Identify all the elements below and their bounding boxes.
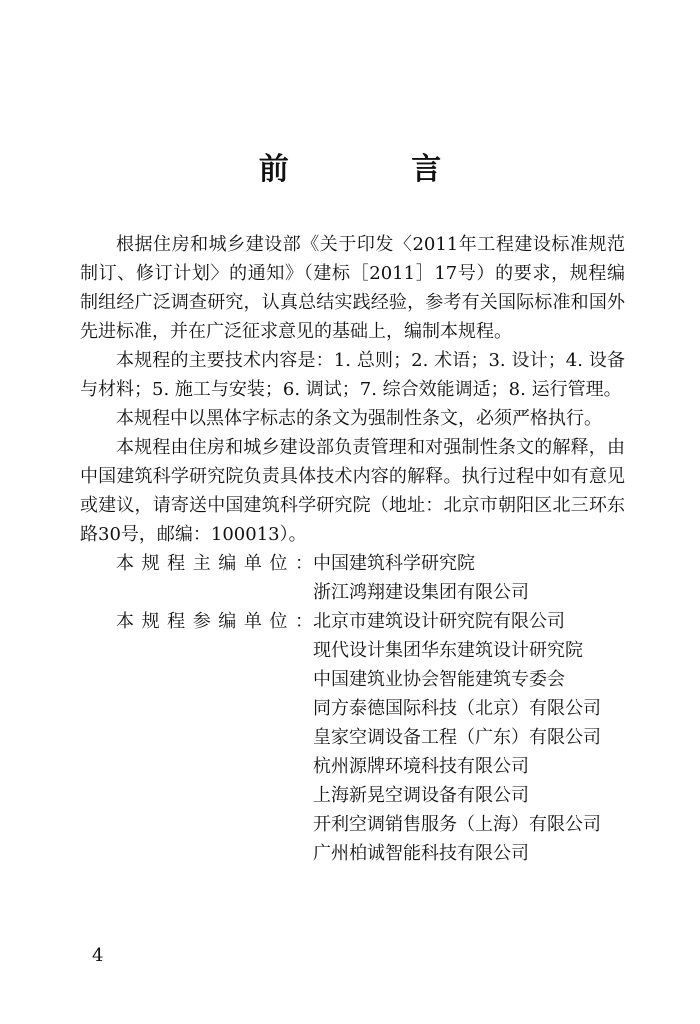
participating-unit: 北京市建筑设计研究院有限公司 xyxy=(313,611,565,632)
participating-unit: 现代设计集团华东建筑设计研究院 xyxy=(313,640,583,661)
participating-unit: 上海新晃空调设备有限公司 xyxy=(313,785,529,806)
participating-unit: 广州柏诚智能科技有限公司 xyxy=(313,843,529,864)
participating-units xyxy=(80,607,625,868)
chief-editor-unit: 中国建筑科学研究院 xyxy=(313,553,475,574)
page-number: 4 xyxy=(92,945,104,966)
chief-editor-label: 本规程主编单位： xyxy=(116,553,313,574)
participating-units-label: 本规程参编单位： xyxy=(116,611,313,632)
preface-paragraph: 根据住房和城乡建设部《关于印发〈2011年工程建设标准规范制订、修订计划〉的通知》（建标［2011］17号）的要求，规程编制组经广泛调查研究，认真总结实践经验，参考有关国际标准和国外先进标准，并在广泛征求意见的基础上，编制本规程。 xyxy=(80,234,625,342)
participating-units-list xyxy=(313,607,625,868)
preface-paragraph: 本规程由住房和城乡建设部负责管理和对强制性条文的解释，由中国建筑科学研究院负责具体技术内容的解释。执行过程中如有意见或建议，请寄送中国建筑科学研究院（地址：北京市朝阳区北三环东路30号，邮编：100013）。 xyxy=(80,437,625,545)
preface-paragraph: 本规程中以黑体字标志的条文为强制性条文，必须严格执行。 xyxy=(116,408,602,429)
preface-body xyxy=(80,230,625,868)
chief-editor-units xyxy=(80,549,625,607)
participating-unit: 中国建筑业协会智能建筑专委会 xyxy=(313,669,565,690)
chief-editor-list xyxy=(313,549,625,607)
participating-unit: 开利空调销售服务（上海）有限公司 xyxy=(313,814,601,835)
page-title: 前 言 xyxy=(258,152,498,187)
participating-unit: 杭州源牌环境科技有限公司 xyxy=(313,756,529,777)
participating-unit: 皇家空调设备工程（广东）有限公司 xyxy=(313,727,601,748)
preface-paragraph: 本规程的主要技术内容是：1. 总则；2. 术语；3. 设计；4. 设备与材料；5. 施工与安装；6. 调试；7. 综合效能调适；8. 运行管理。 xyxy=(80,350,625,400)
chief-editor-unit: 浙江鸿翔建设集团有限公司 xyxy=(313,582,529,603)
participating-unit: 同方泰德国际科技（北京）有限公司 xyxy=(313,698,601,719)
